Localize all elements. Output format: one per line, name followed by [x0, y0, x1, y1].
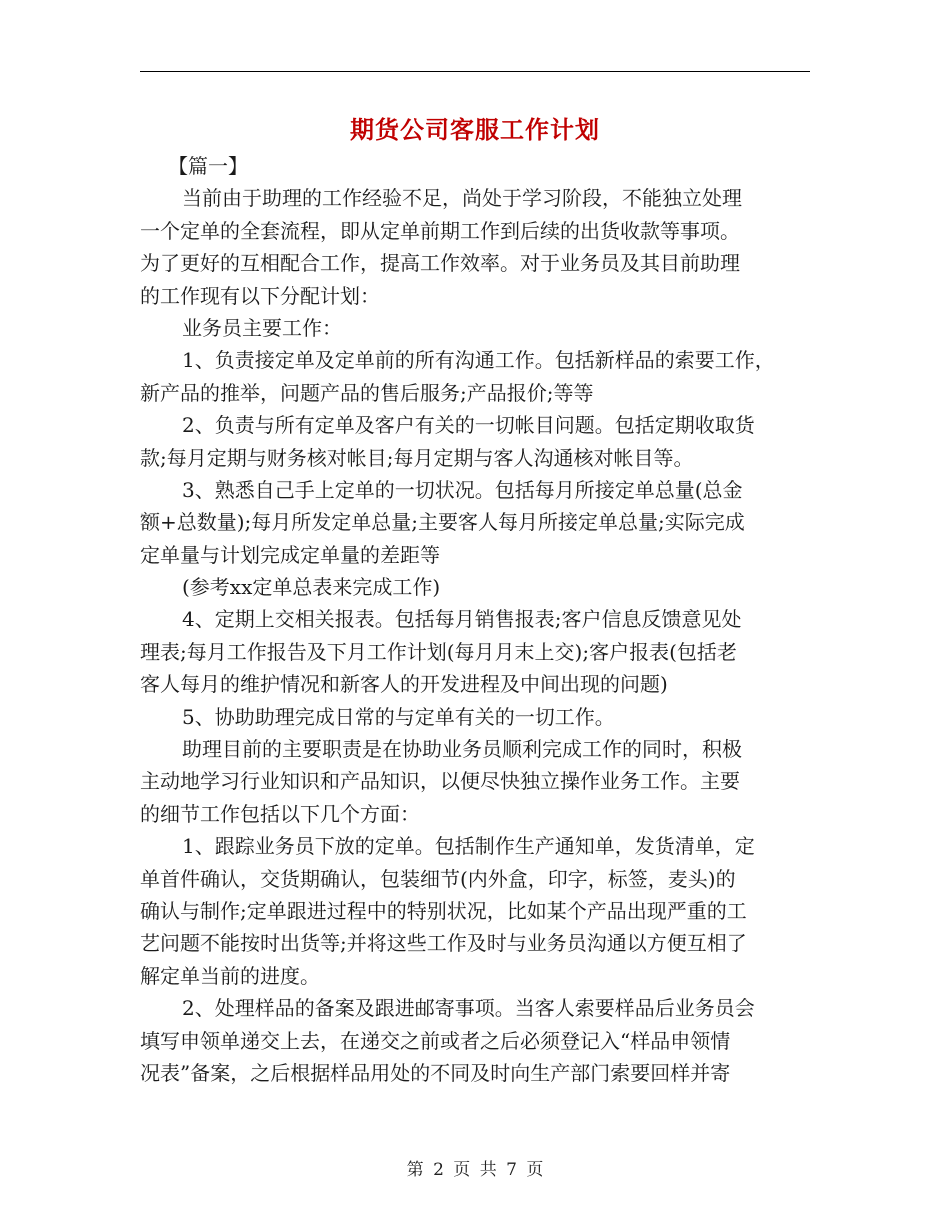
- text-line: 4、定期上交相关报表。包括每月销售报表;客户信息反馈意见处: [182, 607, 742, 632]
- page-number-footer: 第 2 页 共 7 页: [406, 1160, 544, 1180]
- text-line: 艺问题不能按时出货等;并将这些工作及时与业务员沟通以方便互相了: [140, 931, 747, 956]
- text-line: 3、熟悉自己手上定单的一切状况。包括每月所接定单总量(总金: [182, 477, 743, 502]
- text-line: 客人每月的维护情况和新客人的开发进程及中间出现的问题): [140, 672, 668, 697]
- text-line: 业务员主要工作：: [182, 315, 342, 340]
- text-line: 的细节工作包括以下几个方面：: [140, 801, 420, 826]
- text-line: 额+总数量);每月所发定单总量;主要客人每月所接定单总量;实际完成: [140, 510, 745, 535]
- text-line: 一个定单的全套流程，即从定单前期工作到后续的出货收款等事项。: [140, 218, 740, 243]
- text-line: 理表;每月工作报告及下月工作计划(每月月末上交);客户报表(包括老: [140, 639, 737, 664]
- text-line: 当前由于助理的工作经验不足，尚处于学习阶段，不能独立处理: [182, 186, 742, 211]
- text-line: 2、处理样品的备案及跟进邮寄事项。当客人索要样品后业务员会: [182, 996, 755, 1021]
- text-line: 填写申领单递交上去，在递交之前或者之后必须登记入“样品申领情: [140, 1028, 731, 1053]
- text-line: 单首件确认，交货期确认，包装细节(内外盒，印字，标签，麦头)的: [140, 866, 736, 891]
- text-line: 解定单当前的进度。: [140, 963, 320, 988]
- text-line: 1、跟踪业务员下放的定单。包括制作生产通知单，发货清单，定: [182, 834, 755, 859]
- header-rule: [140, 71, 810, 72]
- document-body: [140, 150, 810, 1089]
- text-line: 主动地学习行业知识和产品知识，以便尽快独立操作业务工作。主要: [140, 769, 740, 794]
- text-line: 新产品的推举，问题产品的售后服务;产品报价;等等: [140, 380, 594, 405]
- text-line: 况表”备案，之后根据样品用处的不同及时向生产部门索要回样并寄: [140, 1060, 731, 1085]
- text-line: 为了更好的互相配合工作，提高工作效率。对于业务员及其目前助理: [140, 251, 740, 276]
- document-title: 期货公司客服工作计划: [350, 115, 600, 144]
- text-line: 定单量与计划完成定单量的差距等: [140, 542, 440, 567]
- text-line: 款;每月定期与财务核对帐目;每月定期与客人沟通核对帐目等。: [140, 445, 694, 470]
- text-line: 1、负责接定单及定单前的所有沟通工作。包括新样品的索要工作，: [182, 348, 775, 373]
- text-line: (参考xx定单总表来完成工作): [182, 575, 441, 600]
- text-line: 5、协助助理完成日常的与定单有关的一切工作。: [182, 704, 615, 729]
- text-line: 【篇一】: [168, 154, 248, 178]
- text-line: 的工作现有以下分配计划：: [140, 283, 380, 308]
- text-line: 助理目前的主要职责是在协助业务员顺利完成工作的同时，积极: [182, 737, 742, 762]
- text-line: 确认与制作;定单跟进过程中的特别状况，比如某个产品出现严重的工: [140, 898, 747, 923]
- text-line: 2、负责与所有定单及客户有关的一切帐目问题。包括定期收取货: [182, 413, 755, 438]
